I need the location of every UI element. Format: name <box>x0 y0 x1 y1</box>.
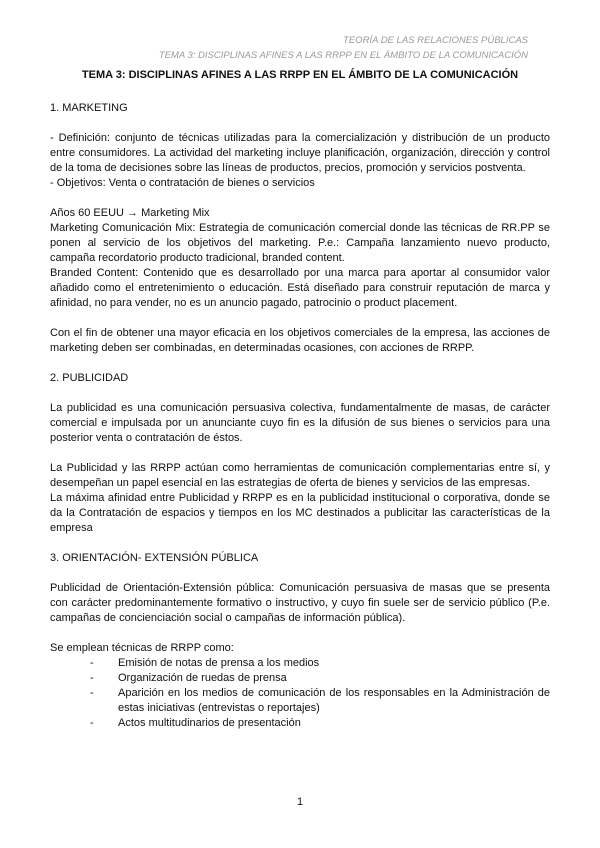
list-item: - Organización de ruedas de prensa <box>90 671 550 686</box>
section-heading-publicidad: 2. PUBLICIDAD <box>50 372 129 384</box>
orientacion-paragraph-2: Se emplean técnicas de RRPP como: <box>50 642 234 654</box>
section-marketing <box>50 101 550 371</box>
document-body <box>50 68 550 731</box>
marketing-objectives: - Objetivos: Venta o contratación de bienes o servicios <box>50 177 315 189</box>
running-header <box>159 33 528 63</box>
marketing-definition: - Definición: conjunto de técnicas utilizadas para la comercialización y distribución de un producto entre consumidores. La actividad del marketing incluye planificación, organización, dirección y control de la toma de decisiones sobre las líneas de productos, precios, promoción y servicios postventa. <box>50 132 550 174</box>
section-publicidad <box>50 371 550 551</box>
header-line-2: TEMA 3: DISCIPLINAS AFINES A LAS RRPP EN EL ÁMBITO DE LA COMUNICACIÓN <box>158 50 528 61</box>
list-item: - Actos multitudinarios de presentación <box>90 716 550 731</box>
publicidad-paragraph-1: La publicidad es una comunicación persuasiva colectiva, fundamentalmente de masas, de carácter comercial e impulsada por un anunciante cuyo fin es la difusión de sus bienes o servicios para una posterior venta o contratación de éstos. <box>50 402 550 444</box>
list-item: - Emisión de notas de prensa a los medios <box>90 656 550 671</box>
branded-content-paragraph: Branded Content: Contenido que es desarrollado por una marca para aportar al consumidor valor añadido como el entretenimiento o educación. Está diseñado para construir reputación de marca y afinidad, no para vender, no es un anuncio pagado, patrocinio o product placement. <box>50 267 550 309</box>
section-heading-orientacion: 3. ORIENTACIÓN- EXTENSIÓN PÚBLICA <box>50 552 259 564</box>
publicidad-paragraph-2: La Publicidad y las RRPP actúan como herramientas de comunicación complementarias entre sí, y desempeñan un papel esencial en las estrategias de oferta de bienes y servicios de las empresas. <box>50 462 550 489</box>
document-title: TEMA 3: DISCIPLINAS AFINES A LAS RRPP EN EL ÁMBITO DE LA COMUNICACIÓN <box>81 69 519 81</box>
rrpp-techniques-list <box>50 656 550 731</box>
list-item: - Aparición en los medios de comunicación de los responsables en la Administración de estas iniciativas (entrevistas o reportajes) <box>90 686 550 716</box>
publicidad-paragraph-3: La máxima afinidad entre Publicidad y RRPP es en la publicidad institucional o corporativa, donde se da la Contratación de espacios y tiempos en los MC destinados a publicitar las características de la empresa <box>50 492 550 534</box>
section-orientacion <box>50 551 550 731</box>
page-number: 1 <box>296 796 304 808</box>
marketing-closing-paragraph: Con el fin de obtener una mayor eficacia en los objetivos comerciales de la empresa, las acciones de marketing deben ser combinadas, en determinadas ocasiones, con acciones de RRPP. <box>50 327 550 354</box>
header-line-1: TEORÍA DE LAS RELACIONES PÚBLICAS <box>343 35 528 46</box>
marketing-mix-title: Años 60 EEUU → Marketing Mix <box>50 207 210 219</box>
marketing-mix-paragraph: Marketing Comunicación Mix: Estrategia de comunicación comercial donde las técnicas de RR.PP se ponen al servicio de los objetivos del marketing. P.e.: Campaña lanzamiento nuevo producto, campaña recordatorio producto tradicional, branded content. <box>50 222 550 264</box>
orientacion-paragraph-1: Publicidad de Orientación-Extensión pública: Comunicación persuasiva de masas que se presenta con carácter predominantemente formativo o instructivo, y cuyo fin suele ser de servicio público (P.e. campañas de concienciación social o campañas de información pública). <box>50 582 550 624</box>
section-heading-marketing: 1. MARKETING <box>50 102 128 114</box>
